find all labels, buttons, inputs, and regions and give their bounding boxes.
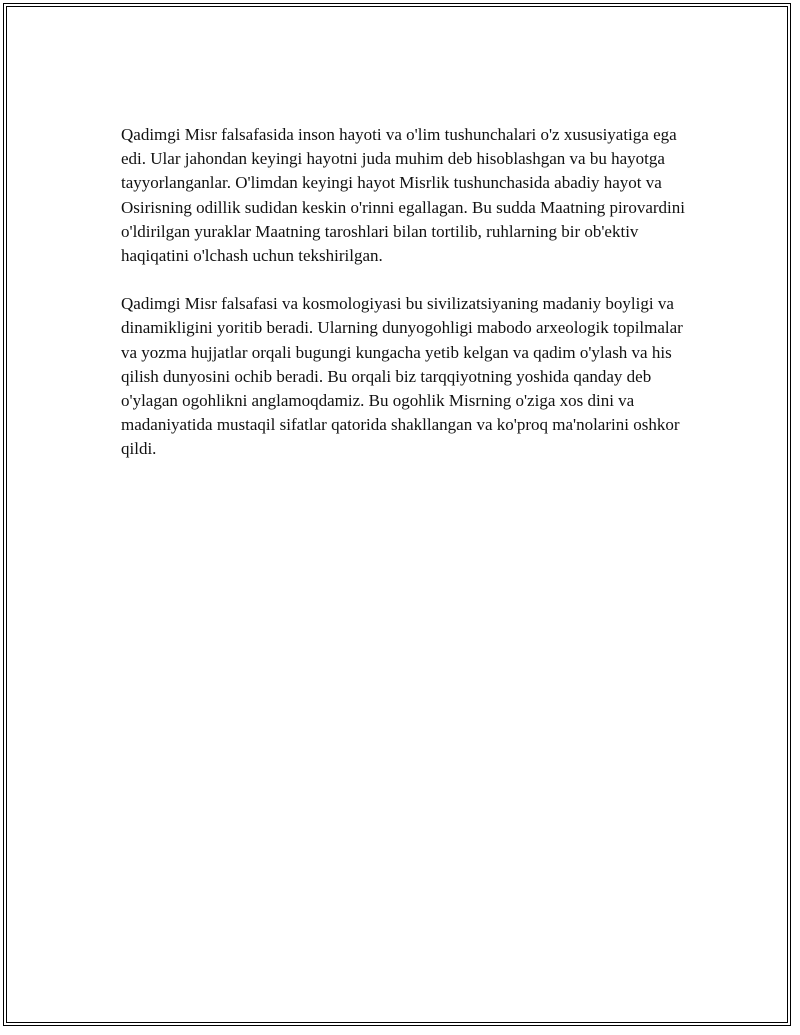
page-border [3,3,791,1026]
page [7,7,787,1022]
document-body [121,123,691,486]
paragraph-2: Qadimgi Misr falsafasi va kosmologiyasi bu sivilizatsiyaning madaniy boyligi va dinamikligini yoritib beradi. Ularning dunyogohligi mabodo arxeologik topilmalar va yozma hujjatlar orqali bugungi kungacha yetib kelgan va qadim o'ylash va his qilish dunyosini ochib beradi. Bu orqali biz tarqqiyotning yoshida qanday deb o'ylagan ogohlikni anglamoqdamiz. Bu ogohlik Misrning o'ziga xos dini va madaniyatida mustaqil sifatlar qatorida shakllangan va ko'proq ma'nolarini oshkor qildi. [121,294,683,459]
paragraph-1: Qadimgi Misr falsafasida inson hayoti va o'lim tushunchalari o'z xususiyatiga ega edi. Ular jahondan keyingi hayotni juda muhim deb hisoblashgan va bu hayotga tayyorlanganlar. O'limdan keyingi hayot Misrlik tushunchasida abadiy hayot va Osirisning odillik sudidan keskin o'rinni egallagan. Bu sudda Maatning pirovardini o'ldirilgan yuraklar Maatning taroshlari bilan tortilib, ruhlarning bir ob'ektiv haqiqatini o'lchash uchun tekshirilgan. [121,125,685,266]
